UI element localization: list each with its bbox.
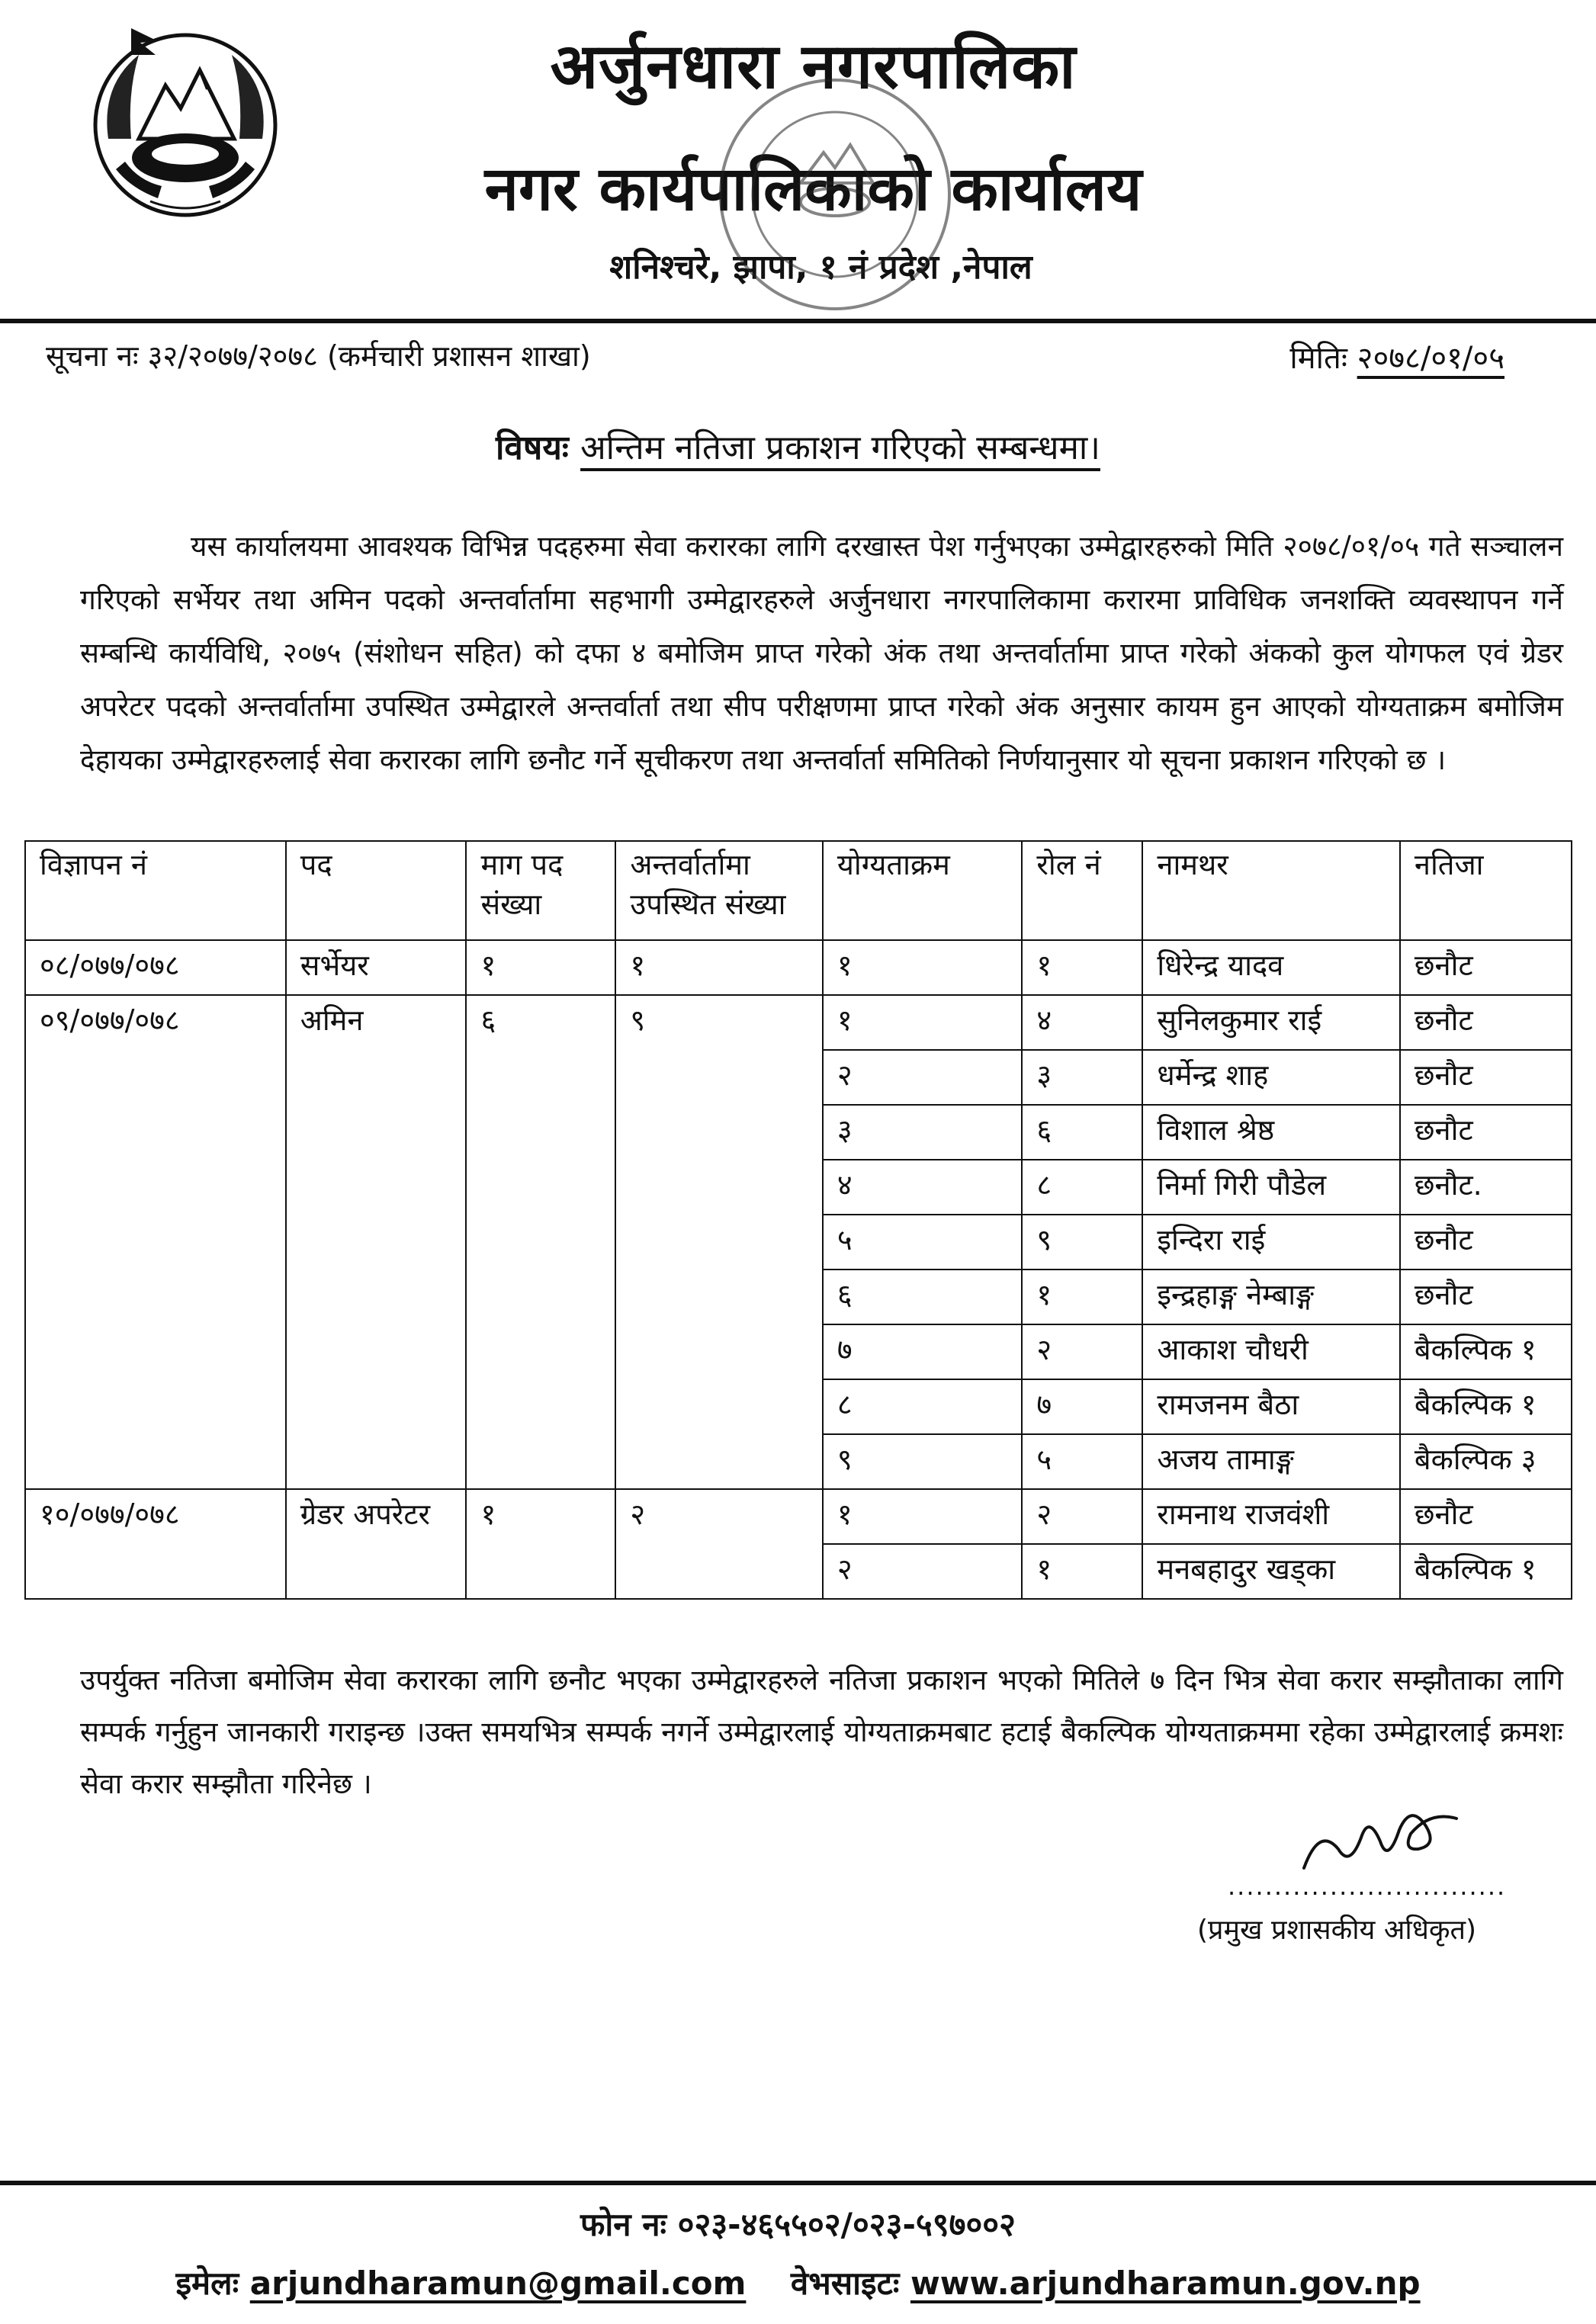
roll-cell: २	[1022, 1489, 1142, 1544]
roll-cell: ९	[1022, 1215, 1142, 1270]
col-result: नतिजा	[1400, 841, 1572, 940]
name-cell: निर्मा गिरी पौडेल	[1142, 1160, 1400, 1215]
rank-cell: ६	[823, 1270, 1023, 1324]
email-label: इमेलः	[175, 2265, 239, 2302]
roll-cell: ३	[1022, 1050, 1142, 1105]
ad-no-cell: ०९/०७७/०७८	[25, 995, 286, 1489]
result-cell: छनौट.	[1400, 1160, 1572, 1215]
footer-phone: फोन नः ०२३-४६५५०२/०२३-५९७००२	[580, 2206, 1016, 2243]
ad-no-cell: १०/०७७/०७८	[25, 1489, 286, 1599]
footer-divider	[0, 2181, 1596, 2185]
present-cell: २	[615, 1489, 822, 1599]
office-stamp	[709, 69, 961, 320]
roll-cell: ५	[1022, 1434, 1142, 1489]
notice-date	[1289, 335, 1504, 377]
office-subtitle-heading: नगर कार्यपालिकाको कार्यालय	[484, 153, 1142, 224]
signature-line: ..............................	[1228, 1872, 1507, 1901]
col-name: नामथर	[1142, 841, 1400, 940]
office-address: शनिश्चरे, झापा, १ नं प्रदेश ,नेपाल	[609, 248, 1032, 287]
subject-label: विषयः	[496, 429, 569, 467]
demand-cell: १	[466, 940, 615, 995]
rank-cell: ५	[823, 1215, 1023, 1270]
table-header-row	[25, 841, 1572, 940]
present-cell: ९	[615, 995, 822, 1489]
post-cell: ग्रेडर अपरेटर	[286, 1489, 467, 1599]
result-cell: बैकल्पिक १	[1400, 1544, 1572, 1599]
result-cell: बैकल्पिक ३	[1400, 1434, 1572, 1489]
roll-cell: १	[1022, 940, 1142, 995]
name-cell: अजय तामाङ्ग	[1142, 1434, 1400, 1489]
result-cell: बैकल्पिक १	[1400, 1324, 1572, 1379]
post-cell: सर्भेयर	[286, 940, 467, 995]
results-table	[24, 840, 1572, 1600]
name-cell: रामजनम बैठा	[1142, 1379, 1400, 1434]
col-post: पद	[286, 841, 467, 940]
rank-cell: १	[823, 1489, 1023, 1544]
result-cell: छनौट	[1400, 1215, 1572, 1270]
demand-cell: १	[466, 1489, 615, 1599]
rank-cell: २	[823, 1544, 1023, 1599]
office-name-heading: अर्जुनधारा नगरपालिका	[550, 30, 1077, 103]
email-link[interactable]: arjundharamun@gmail.com	[249, 2265, 747, 2302]
present-cell: १	[615, 940, 822, 995]
signatory-title: (प्रमुख प्रशासकीय अधिकृत)	[1197, 1915, 1477, 1946]
roll-cell: ८	[1022, 1160, 1142, 1215]
roll-cell: ६	[1022, 1105, 1142, 1160]
closing-paragraph: उपर्युक्त नतिजा बमोजिम सेवा करारका लागि छनौट भएका उम्मेद्वारहरुले नतिजा प्रकाशन भएको मितिले ७ दिन भित्र सेवा करार सम्झौताका लागि सम्पर्क गर्नुहुन जानकारी गराइन्छ ।उक्त समयभित्र सम्पर्क नगर्ने उम्मेद्वारलाई योग्यताक्रमबाट हटाई बैकल्पिक योग्यताक्रममा रहेका उम्मेद्वारलाई क्रमशः सेवा करार सम्झौता गरिनेछ ।	[80, 1664, 1563, 1800]
website-link[interactable]: www.arjundharamun.gov.np	[910, 2265, 1421, 2302]
date-label: मितिः	[1289, 341, 1347, 376]
result-cell: छनौट	[1400, 940, 1572, 995]
roll-cell: ७	[1022, 1379, 1142, 1434]
rank-cell: ३	[823, 1105, 1023, 1160]
rank-cell: ९	[823, 1434, 1023, 1489]
name-cell: धर्मेन्द्र शाह	[1142, 1050, 1400, 1105]
footer-contact	[0, 2261, 1596, 2304]
name-cell: धिरेन्द्र यादव	[1142, 940, 1400, 995]
notice-reference: सूचना नः ३२/२०७७/२०७८ (कर्मचारी प्रशासन शाखा)	[46, 339, 591, 373]
result-cell: छनौट	[1400, 1105, 1572, 1160]
result-cell: बैकल्पिक १	[1400, 1379, 1572, 1434]
result-cell: छनौट	[1400, 1270, 1572, 1324]
name-cell: आकाश चौधरी	[1142, 1324, 1400, 1379]
rank-cell: १	[823, 995, 1023, 1050]
name-cell: रामनाथ राजवंशी	[1142, 1489, 1400, 1544]
col-demand: माग पद संख्या	[466, 841, 615, 940]
table-row	[25, 940, 1572, 995]
demand-cell: ६	[466, 995, 615, 1489]
result-cell: छनौट	[1400, 1050, 1572, 1105]
subject-line	[0, 423, 1596, 469]
name-cell: मनबहादुर खड्का	[1142, 1544, 1400, 1599]
post-cell: अमिन	[286, 995, 467, 1489]
col-ad-no: विज्ञापन नं	[25, 841, 286, 940]
result-cell: छनौट	[1400, 995, 1572, 1050]
roll-cell: १	[1022, 1544, 1142, 1599]
name-cell: विशाल श्रेष्ठ	[1142, 1105, 1400, 1160]
name-cell: सुनिलकुमार राई	[1142, 995, 1400, 1050]
col-roll: रोल नं	[1022, 841, 1142, 940]
rank-cell: ८	[823, 1379, 1023, 1434]
table-row	[25, 1489, 1572, 1544]
header-divider	[0, 319, 1596, 323]
rank-cell: १	[823, 940, 1023, 995]
ad-no-cell: ०८/०७७/०७८	[25, 940, 286, 995]
body-paragraph: यस कार्यालयमा आवश्यक विभिन्न पदहरुमा सेवा करारका लागि दरखास्त पेश गर्नुभएका उम्मेद्वारहरुको मिति २०७८/०१/०५ गते सञ्चालन गरिएको सर्भेयर तथा अमिन पदको अन्तर्वार्तामा सहभागी उम्मेद्वारहरुले अर्जुनधारा नगरपालिकामा करारमा प्राविधिक जनशक्ति व्यवस्थापन गर्ने सम्बन्धि कार्यविधि, २०७५ (संशोधन सहित) को दफा ४ बमोजिम प्राप्त गरेको अंक तथा अन्तर्वार्तामा प्राप्त गरेको अंकको कुल योगफल एवं ग्रेडर अपरेटर पदको अन्तर्वार्तामा उपस्थित उम्मेद्वारले अन्तर्वार्ता तथा सीप परीक्षणमा प्राप्त गरेको अंक अनुसार कायम हुन आएको योग्यताक्रम बमोजिम देहायका उम्मेद्वारहरुलाई सेवा करारका लागि छनौट गर्ने सूचीकरण तथा अन्तर्वार्ता समितिको निर्णयानुसार यो सूचना प्रकाशन गरिएको छ ।	[80, 530, 1563, 776]
col-rank: योग्यताक्रम	[823, 841, 1023, 940]
subject-text: अन्तिम नतिजा प्रकाशन गरिएको सम्बन्धमा।	[580, 429, 1100, 467]
roll-cell: ४	[1022, 995, 1142, 1050]
table-row	[25, 995, 1572, 1050]
result-cell: छनौट	[1400, 1489, 1572, 1544]
date-value: २०७८/०१/०५	[1357, 341, 1504, 376]
roll-cell: २	[1022, 1324, 1142, 1379]
rank-cell: ७	[823, 1324, 1023, 1379]
name-cell: इन्दिरा राई	[1142, 1215, 1400, 1270]
name-cell: इन्द्रहाङ्ग नेम्बाङ्ग	[1142, 1270, 1400, 1324]
roll-cell: १	[1022, 1270, 1142, 1324]
rank-cell: ४	[823, 1160, 1023, 1215]
col-present: अन्तर्वार्तामा उपस्थित संख्या	[615, 841, 822, 940]
website-label: वेभसाइटः	[790, 2265, 900, 2302]
rank-cell: २	[823, 1050, 1023, 1105]
